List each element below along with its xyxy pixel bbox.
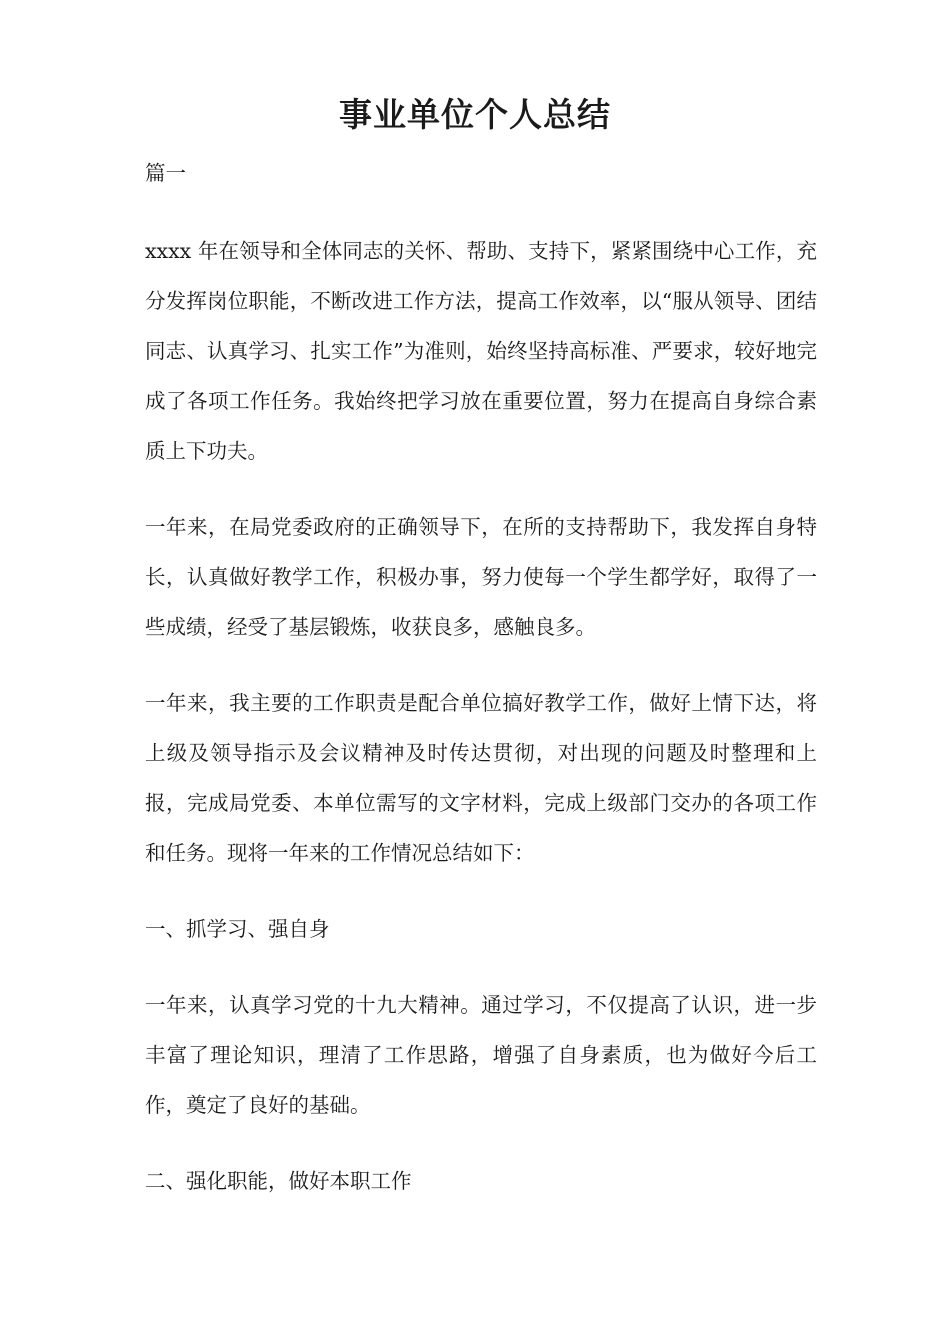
document-body bbox=[145, 148, 817, 1232]
paragraph-2: 一年来，在局党委政府的正确领导下，在所的支持帮助下，我发挥自身特长，认真做好教学工作，积极办事，努力使每一个学生都学好，取得了一些成绩，经受了基层锻炼，收获良多，感触良多。 bbox=[145, 515, 817, 639]
paragraph-1: xxxx 年在领导和全体同志的关怀、帮助、支持下，紧紧围绕中心工作，充分发挥岗位职能，不断改进工作方法，提高工作效率，以“服从领导、团结同志、认真学习、扎实工作”为准则，始终坚持高标准、严要求，较好地完成了各项工作任务。我始终把学习放在重要位置，努力在提高自身综合素质上下功夫。 bbox=[145, 239, 817, 463]
section-heading-2: 二、强化职能，做好本职工作 bbox=[145, 1169, 412, 1193]
section-heading-1: 一、抓学习、强自身 bbox=[145, 917, 330, 941]
document-title: 事业单位个人总结 bbox=[339, 95, 611, 134]
paragraph-4: 一年来，认真学习党的十九大精神。通过学习，不仅提高了认识，进一步丰富了理论知识，理清了工作思路，增强了自身素质，也为做好今后工作，奠定了良好的基础。 bbox=[145, 993, 817, 1117]
section-label: 篇一 bbox=[145, 161, 186, 185]
paragraph-3: 一年来，我主要的工作职责是配合单位搞好教学工作，做好上情下达，将上级及领导指示及会议精神及时传达贯彻，对出现的问题及时整理和上报，完成局党委、本单位需写的文字材料，完成上级部门交办的各项工作和任务。现将一年来的工作情况总结如下： bbox=[145, 691, 817, 865]
